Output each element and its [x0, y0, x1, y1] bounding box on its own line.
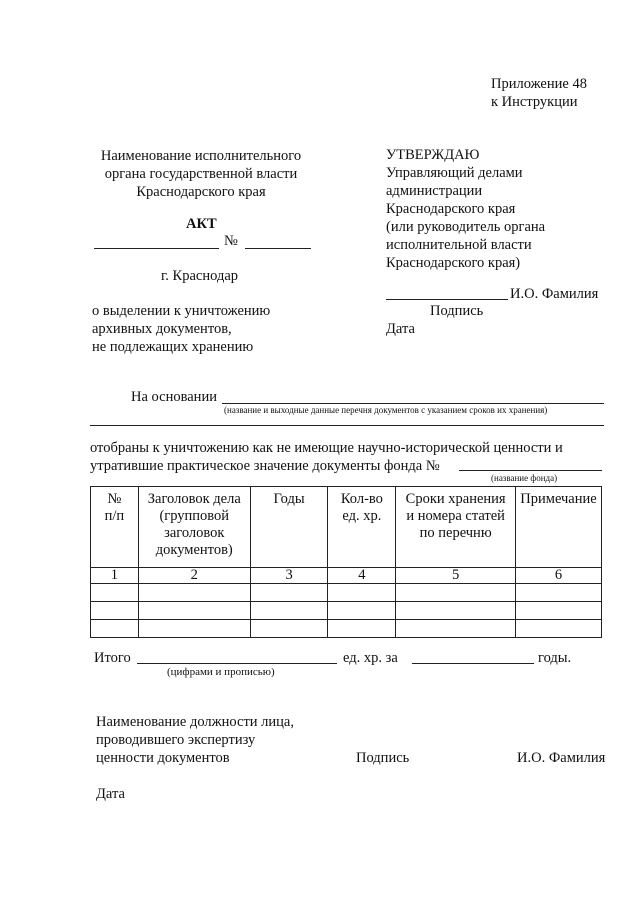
org-name-line2: органа государственной власти: [104, 166, 298, 182]
date-label: Дата: [96, 786, 125, 802]
table-row: [91, 584, 602, 602]
table-numbers-row: [91, 568, 602, 584]
table-cell[interactable]: [328, 584, 396, 602]
fund-number-line: [459, 470, 602, 471]
fund-hint: (название фонда): [491, 473, 558, 483]
approve-signature-line: [386, 299, 508, 300]
approve-line: Управляющий делами: [386, 165, 523, 181]
org-name-line3: Краснодарского края: [136, 184, 266, 200]
col-notes-header: Примечание: [516, 487, 602, 568]
approve-line: (или руководитель органа: [386, 219, 546, 235]
subject-line2: архивных документов,: [92, 321, 232, 337]
selected-line1: отобраны к уничтожению как не имеющие научно-исторической ценности и: [90, 440, 563, 456]
table-cell[interactable]: [328, 620, 396, 638]
basis-line-2: [90, 425, 604, 426]
table-cell[interactable]: [250, 620, 328, 638]
approve-signature-label: Подпись: [430, 303, 484, 319]
act-date-line: [94, 248, 219, 249]
col-retention-header: Сроки хранения и номера статей по перечню: [396, 487, 516, 568]
table-cell[interactable]: [516, 584, 602, 602]
table-cell[interactable]: [516, 602, 602, 620]
subject-line3: не подлежащих хранению: [92, 339, 254, 355]
table-cell[interactable]: [138, 620, 250, 638]
appendix-number: Приложение 48: [491, 76, 587, 92]
table-cell[interactable]: [91, 620, 139, 638]
approve-title: УТВЕРЖДАЮ: [386, 147, 480, 163]
table-cell[interactable]: [396, 584, 516, 602]
expert-name: И.О. Фамилия: [517, 750, 606, 766]
expert-line2: проводившего экспертизу: [96, 732, 256, 748]
act-number-line: [245, 248, 311, 249]
col-years-index: 3: [250, 568, 328, 584]
table-header-row: [91, 487, 602, 568]
basis-label: На основании: [131, 389, 217, 405]
expert-signature-label: Подпись: [356, 750, 410, 766]
documents-table: [90, 486, 602, 638]
table-cell[interactable]: [138, 584, 250, 602]
table-cell[interactable]: [91, 602, 139, 620]
total-count-line: [137, 663, 337, 664]
approve-line: Краснодарского края): [386, 255, 521, 271]
org-name-line1: Наименование исполнительного: [100, 148, 302, 164]
expert-line1: Наименование должности лица,: [96, 714, 294, 730]
selected-line2: утратившие практическое значение документы фонда №: [90, 458, 440, 474]
table-cell[interactable]: [250, 584, 328, 602]
approve-name: И.О. Фамилия: [510, 286, 599, 302]
total-hint: (цифрами и прописью): [167, 666, 275, 678]
act-title: АКТ: [186, 216, 217, 232]
col-count-index: 4: [328, 568, 396, 584]
appendix-reference: к Инструкции: [491, 94, 578, 110]
table-row: [91, 620, 602, 638]
table-cell[interactable]: [250, 602, 328, 620]
expert-line3: ценности документов: [96, 750, 230, 766]
col-number-header: № п/п: [91, 487, 139, 568]
total-years-line: [412, 663, 534, 664]
approve-line: исполнительной власти: [386, 237, 532, 253]
basis-line: [222, 403, 604, 404]
act-city: г. Краснодар: [161, 268, 239, 284]
col-number-index: 1: [91, 568, 139, 584]
col-notes-index: 6: [516, 568, 602, 584]
table-cell[interactable]: [396, 602, 516, 620]
approve-date-label: Дата: [386, 321, 415, 337]
col-title-header: Заголовок дела (групповой заголовок документов): [138, 487, 250, 568]
col-count-header: Кол-во ед. хр.: [328, 487, 396, 568]
approve-line: Краснодарского края: [386, 201, 516, 217]
act-number-sign: №: [224, 233, 238, 249]
table-cell[interactable]: [396, 620, 516, 638]
col-title-index: 2: [138, 568, 250, 584]
table-cell[interactable]: [328, 602, 396, 620]
table-row: [91, 602, 602, 620]
table-cell[interactable]: [138, 602, 250, 620]
approve-line: администрации: [386, 183, 483, 199]
total-years-label: годы.: [538, 650, 572, 666]
total-units: ед. хр. за: [343, 650, 398, 666]
col-retention-index: 5: [396, 568, 516, 584]
table-cell[interactable]: [516, 620, 602, 638]
subject-line1: о выделении к уничтожению: [92, 303, 271, 319]
basis-hint: (название и выходные данные перечня документов с указанием сроков их хранения): [224, 405, 548, 415]
total-label: Итого: [94, 650, 131, 666]
col-years-header: Годы: [250, 487, 328, 568]
table-cell[interactable]: [91, 584, 139, 602]
